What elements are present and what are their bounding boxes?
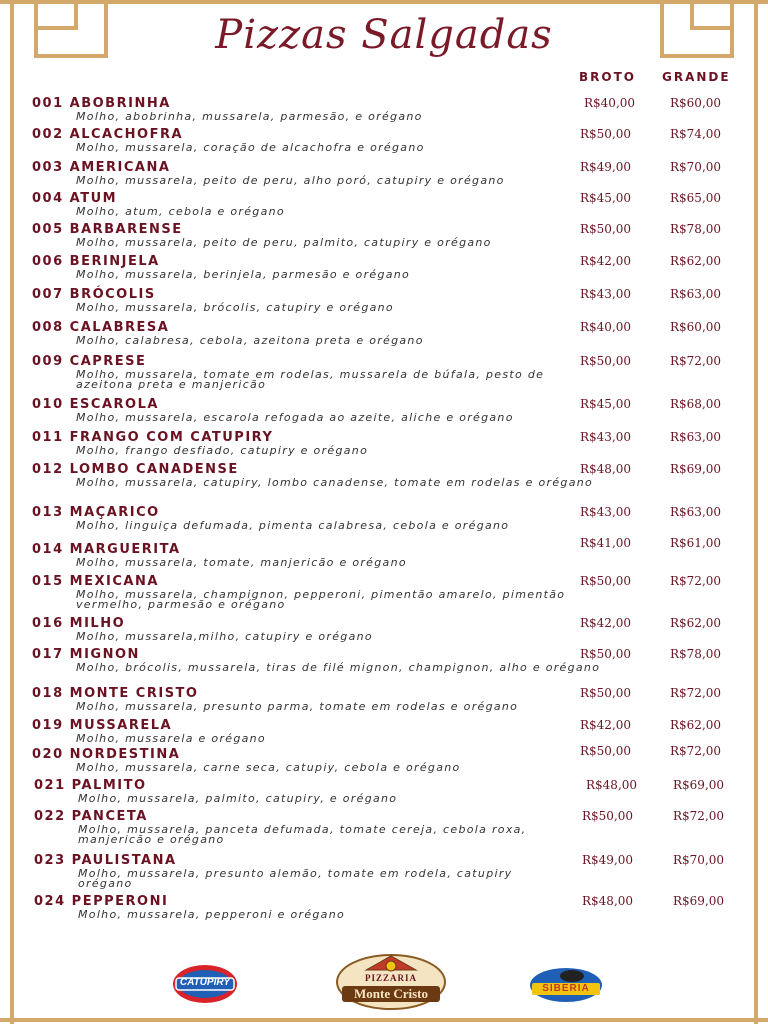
item-name: 008 CALABRESA	[32, 320, 170, 335]
price-broto: R$41,00	[580, 536, 632, 550]
item-name: 017 MIGNON	[32, 647, 140, 662]
frame-right-border	[754, 0, 758, 1024]
price-broto: R$48,00	[582, 894, 634, 908]
item-description: Molho, mussarela, berinjela, parmesão e orégano	[76, 268, 411, 281]
item-description: Molho, mussarela, peito de peru, palmito, catupiry e orégano	[76, 236, 492, 249]
price-broto: R$48,00	[586, 778, 638, 792]
price-grande: R$65,00	[670, 191, 722, 205]
price-grande: R$78,00	[670, 222, 722, 236]
item-description: Molho, mussarela, presunto parma, tomate em rodelas e orégano	[76, 700, 519, 713]
price-grande: R$62,00	[670, 718, 722, 732]
siberia-logo-text: SIBERIA	[542, 983, 590, 994]
item-name: 002 ALCACHOFRA	[32, 127, 184, 142]
item-name: 009 CAPRESE	[32, 354, 147, 369]
item-description: Molho, mussarela, tomate em rodelas, mussarela de búfala, pesto de azeitona preta e manjericão	[76, 368, 545, 391]
price-grande: R$69,00	[670, 462, 722, 476]
price-broto: R$50,00	[580, 686, 632, 700]
price-broto: R$43,00	[580, 287, 632, 301]
item-description: Molho, mussarela, presunto alemão, tomate em rodela, catupiry orégano	[78, 867, 513, 890]
catupiry-logo	[172, 964, 238, 1004]
item-name: 001 ABOBRINHA	[32, 96, 171, 111]
item-name: 020 NORDESTINA	[32, 747, 181, 762]
price-broto: R$50,00	[580, 222, 632, 236]
item-name: 014 MARGUERITA	[32, 542, 181, 557]
price-broto: R$50,00	[580, 647, 632, 661]
frame-left-border	[10, 0, 14, 1024]
price-grande: R$72,00	[670, 744, 722, 758]
item-name: 018 MONTE CRISTO	[32, 686, 199, 701]
price-grande: R$72,00	[670, 354, 722, 368]
price-broto: R$50,00	[580, 354, 632, 368]
item-description: Molho, atum, cebola e orégano	[76, 205, 285, 218]
price-broto: R$50,00	[580, 127, 632, 141]
price-broto: R$40,00	[580, 320, 632, 334]
price-grande: R$70,00	[670, 160, 722, 174]
price-broto: R$49,00	[582, 853, 634, 867]
price-grande: R$72,00	[670, 686, 722, 700]
item-description: Molho, abobrinha, mussarela, parmesão, e orégano	[76, 110, 423, 123]
price-broto: R$48,00	[580, 462, 632, 476]
column-header-grande: GRANDE	[662, 70, 731, 84]
item-name: 010 ESCAROLA	[32, 397, 159, 412]
item-description: Molho, calabresa, cebola, azeitona preta e orégano	[76, 334, 424, 347]
siberia-logo	[528, 966, 604, 1004]
price-grande: R$62,00	[670, 254, 722, 268]
item-description: Molho, mussarela, pepperoni e orégano	[78, 908, 346, 921]
menu-title: Pizzas Salgadas	[215, 12, 553, 58]
pizzaria-logo-top-text: PIZZARIA	[364, 973, 417, 983]
item-name: 012 LOMBO CANADENSE	[32, 462, 239, 477]
price-grande: R$68,00	[670, 397, 722, 411]
price-broto: R$42,00	[580, 616, 632, 630]
price-grande: R$61,00	[670, 536, 722, 550]
price-broto: R$49,00	[580, 160, 632, 174]
price-broto: R$50,00	[580, 744, 632, 758]
item-description: Molho, mussarela, panceta defumada, tomate cereja, cebola roxa, manjericão e orégano	[78, 823, 527, 846]
price-grande: R$62,00	[670, 616, 722, 630]
item-description: Molho, mussarela e orégano	[76, 732, 266, 745]
item-name: 005 BARBARENSE	[32, 222, 183, 237]
price-grande: R$63,00	[670, 430, 722, 444]
item-name: 022 PANCETA	[34, 809, 148, 824]
price-grande: R$72,00	[670, 574, 722, 588]
item-description: Molho, mussarela, brócolis, catupiry e orégano	[76, 301, 394, 314]
item-description: Molho, mussarela, carne seca, catupiy, cebola e orégano	[76, 761, 461, 774]
item-description: Molho, mussarela, palmito, catupiry, e orégano	[78, 792, 398, 805]
price-grande: R$63,00	[670, 505, 722, 519]
item-name: 021 PALMITO	[34, 778, 147, 793]
price-broto: R$40,00	[584, 96, 636, 110]
price-grande: R$74,00	[670, 127, 722, 141]
pizzaria-monte-cristo-logo	[336, 952, 446, 1010]
item-name: 013 MAÇARICO	[32, 505, 160, 520]
price-broto: R$43,00	[580, 505, 632, 519]
price-grande: R$70,00	[673, 853, 725, 867]
item-description: Molho, linguiça defumada, pimenta calabresa, cebola e orégano	[76, 519, 510, 532]
item-name: 016 MILHO	[32, 616, 126, 631]
item-description: Molho, mussarela,milho, catupiry e orégano	[76, 630, 373, 643]
item-description: Molho, mussarela, champignon, pepperoni, pimentão amarelo, pimentão vermelho, parmesão e orégano	[76, 588, 566, 611]
item-name: 011 FRANGO COM CATUPIRY	[32, 430, 274, 445]
item-name: 004 ATUM	[32, 191, 118, 206]
price-broto: R$50,00	[582, 809, 634, 823]
price-grande: R$72,00	[673, 809, 725, 823]
price-broto: R$45,00	[580, 191, 632, 205]
pizzaria-logo-name-text: Monte Cristo	[353, 986, 428, 1001]
item-name: 023 PAULISTANA	[34, 853, 177, 868]
item-description: Molho, brócolis, mussarela, tiras de filé mignon, champignon, alho e orégano	[76, 661, 601, 674]
price-grande: R$69,00	[673, 894, 725, 908]
item-description: Molho, mussarela, tomate, manjericão e orégano	[76, 556, 407, 569]
item-name: 015 MEXICANA	[32, 574, 159, 589]
item-name: 003 AMERICANA	[32, 160, 171, 175]
item-name: 019 MUSSARELA	[32, 718, 173, 733]
price-grande: R$78,00	[670, 647, 722, 661]
item-description: Molho, mussarela, catupiry, lombo canadense, tomate em rodelas e orégano	[76, 476, 594, 489]
price-grande: R$63,00	[670, 287, 722, 301]
item-description: Molho, mussarela, coração de alcachofra e orégano	[76, 141, 425, 154]
frame-top-border	[0, 0, 768, 4]
price-broto: R$42,00	[580, 254, 632, 268]
price-grande: R$60,00	[670, 96, 722, 110]
item-name: 007 BRÓCOLIS	[32, 287, 156, 302]
column-header-broto: BROTO	[579, 70, 636, 84]
item-description: Molho, mussarela, peito de peru, alho poró, catupiry e orégano	[76, 174, 505, 187]
item-description: Molho, frango desfiado, catupiry e orégano	[76, 444, 369, 457]
frame-bottom-border	[0, 1018, 768, 1022]
catupiry-logo-text: CATUPIRY	[179, 977, 231, 988]
price-broto: R$42,00	[580, 718, 632, 732]
price-grande: R$60,00	[670, 320, 722, 334]
price-broto: R$45,00	[580, 397, 632, 411]
price-broto: R$43,00	[580, 430, 632, 444]
item-description: Molho, mussarela, escarola refogada ao azeite, aliche e orégano	[76, 411, 514, 424]
item-name: 024 PEPPERONI	[34, 894, 169, 909]
price-grande: R$69,00	[673, 778, 725, 792]
item-name: 006 BERINJELA	[32, 254, 160, 269]
price-broto: R$50,00	[580, 574, 632, 588]
